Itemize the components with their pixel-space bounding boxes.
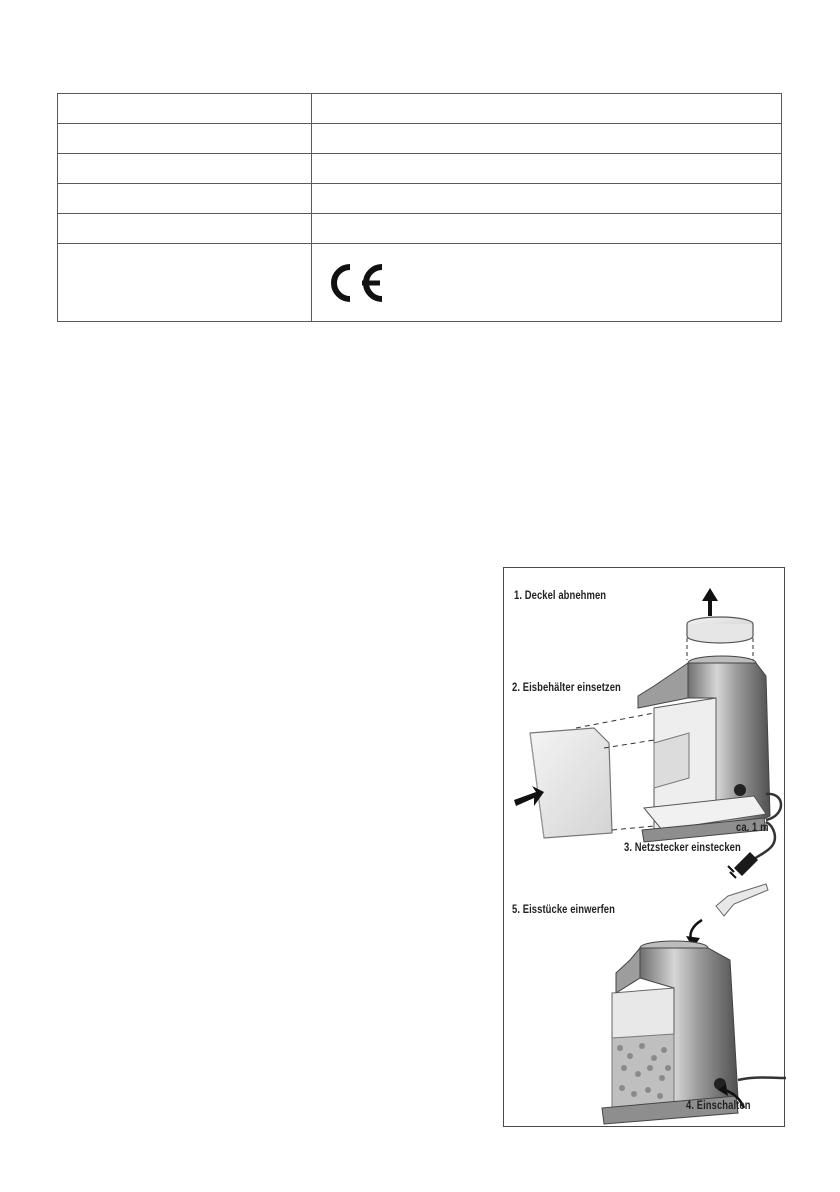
table-row (58, 214, 782, 244)
spec-label (58, 154, 312, 184)
lid-icon (687, 588, 753, 643)
table-row (58, 244, 782, 322)
spec-label (58, 124, 312, 154)
spec-label (58, 244, 312, 322)
spec-table (57, 93, 782, 322)
spec-label (58, 184, 312, 214)
table-row (58, 154, 782, 184)
machine-body-icon (638, 656, 781, 842)
table-row (58, 124, 782, 154)
spec-value (312, 184, 782, 214)
spec-label (58, 214, 312, 244)
ice-container-icon (514, 713, 654, 838)
spec-value (312, 124, 782, 154)
spec-value (312, 244, 782, 322)
usage-illustration (503, 567, 785, 1127)
step-5-label: 5. Eisstücke einwerfen (512, 904, 615, 916)
table-row (58, 94, 782, 124)
step-3-label: 3. Netzstecker einstecken (624, 842, 741, 854)
step-1-label: 1. Deckel abnehmen (514, 590, 607, 602)
spec-label (58, 94, 312, 124)
table-row (58, 184, 782, 214)
spec-value (312, 214, 782, 244)
ce-mark-icon (324, 263, 388, 303)
ice-scoop-icon (686, 884, 768, 948)
cord-length-label: ca. 1 m (736, 822, 769, 834)
spec-value (312, 154, 782, 184)
step-2-label: 2. Eisbehälter einsetzen (512, 682, 621, 694)
machine-filled-icon (602, 941, 786, 1124)
spec-value (312, 94, 782, 124)
step-4-label: 4. Einschalten (686, 1100, 751, 1112)
